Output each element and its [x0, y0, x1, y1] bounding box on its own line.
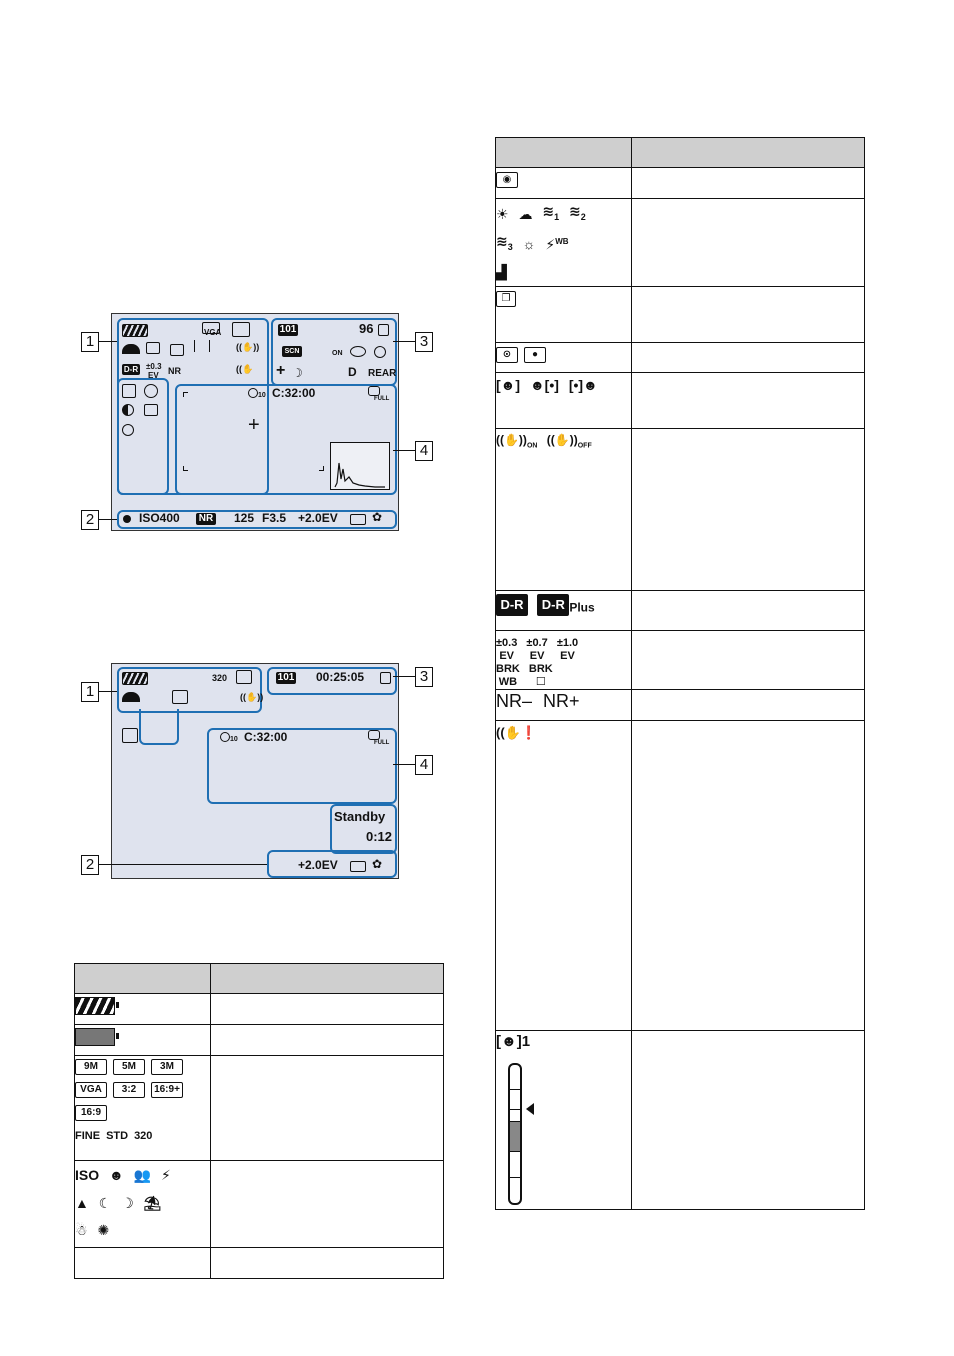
af-crosshair: +: [248, 414, 260, 436]
macro-tulip-icon: ✿: [372, 510, 383, 524]
saturation-icon: [144, 384, 158, 398]
callout-3-line: [393, 341, 415, 342]
dro-standard-icon: D-R: [496, 594, 528, 616]
table-row: [496, 287, 865, 343]
image-size-9m-icon: 9M: [75, 1059, 107, 1075]
shutter-speed-label: 125: [234, 511, 255, 525]
scene-high-sensitivity-icon: ISO: [75, 1167, 100, 1184]
histogram: [330, 442, 390, 490]
ev-bracket-label: ±0.3: [146, 362, 162, 371]
recording-dot-icon: [123, 515, 131, 523]
lcd-screen-movie: [111, 663, 399, 879]
camera-shake-warning-icon: ((✋❗: [496, 724, 538, 740]
standby-label: Standby: [334, 809, 386, 824]
table-row: [496, 1031, 865, 1210]
smile-sensitivity-slider: [508, 1063, 522, 1205]
metering-center-icon: ⊙: [496, 347, 518, 363]
smile-shutter-icon: [☻]: [496, 1033, 522, 1050]
table-row: [75, 1161, 444, 1248]
wb-fluorescent-1-icon: $≋_1$: [542, 203, 560, 222]
table-row: [496, 199, 865, 287]
self-timer-label: 10: [258, 392, 266, 399]
movie-320-icon: 320: [134, 1130, 153, 1142]
scene-portrait-icon: 👥: [133, 1167, 152, 1184]
af-range-icon: [350, 861, 366, 872]
battery-empty-icon: [75, 1028, 115, 1046]
table-row: [75, 1056, 444, 1161]
wb-cloudy-icon: ☁: [518, 205, 533, 222]
face-detection-icon: [194, 340, 210, 352]
table-row: [496, 343, 865, 373]
steadyshot-on-icon: $((✋))_{ON}$: [496, 433, 538, 450]
bracket-1-0-icon: ±1.0 EV: [556, 637, 579, 662]
table-row: [75, 994, 444, 1025]
movie-callout-1-line: [99, 691, 117, 692]
metering-spot-icon: ●: [524, 347, 546, 363]
timecode-label: C:32:00: [272, 386, 316, 400]
movie-callout-4: 4: [415, 755, 433, 775]
sharpness-icon: [144, 404, 158, 416]
table-header-row: [75, 964, 444, 994]
scene-sports-icon: ⚡: [160, 1167, 171, 1184]
dro-plus-label: Plus: [569, 600, 595, 615]
nr-minus-icon: NR–: [496, 691, 533, 712]
folder-label: 101: [279, 324, 297, 335]
scene-indicator-label: SCN: [282, 346, 302, 357]
scene-soft-snap-icon: [122, 728, 138, 743]
image-size-icon: [202, 322, 220, 334]
steadyshot-off-icon: $((✋))_{OFF}$: [546, 433, 592, 450]
rear-sync-label: REAR: [368, 368, 397, 379]
timecode-label: C:32:00: [244, 730, 288, 744]
battery-icon: [122, 672, 148, 685]
movie-fine-icon: FINE: [75, 1130, 101, 1142]
histogram-plot: [331, 443, 389, 489]
nr-plus-icon: NR+: [543, 691, 580, 712]
table-row: [496, 631, 865, 690]
exposure-value-label: +2.0EV: [298, 511, 338, 525]
lcd-screen-still: [111, 313, 399, 531]
aperture-label: F3.5: [262, 511, 287, 525]
wb-one-push-icon: ▟: [496, 263, 507, 280]
white-balance-cloudy-icon: [122, 344, 140, 354]
wb-flash-icon: ⚡$^{WB}$: [545, 237, 569, 254]
scene-snow-icon: ☃: [75, 1221, 88, 1238]
dro-plus-icon: D-R: [537, 594, 569, 616]
flash-off-icon: [374, 346, 386, 358]
image-size-vga-icon: VGA: [75, 1082, 107, 1098]
af-frame-corner-br: [319, 466, 324, 471]
nr-slow-shutter-label: NR: [196, 513, 216, 525]
memory-card-icon: [378, 324, 389, 336]
wb-incandescent-icon: ☼: [522, 235, 536, 252]
callout-2-line: [99, 519, 117, 520]
table-header-display: [496, 138, 632, 168]
memory-status-icon: [368, 730, 380, 740]
bracket-wb-icon: BRK WB: [496, 663, 520, 688]
macro-icon: +: [276, 362, 286, 379]
memory-status-label: FULL: [374, 740, 390, 746]
scene-smile-icon: ☻: [109, 1167, 124, 1184]
movie-callout-2: 2: [81, 855, 99, 875]
face-detect-auto-icon: [☻]: [496, 377, 521, 394]
table-row: [496, 168, 865, 199]
table-row: [496, 721, 865, 1031]
scene-fireworks-icon: ✺: [97, 1221, 110, 1238]
exposure-value-label: +2.0EV: [298, 858, 338, 872]
table-row: [75, 1025, 444, 1056]
callout-1-line: [99, 341, 117, 342]
table-header-indication: [632, 138, 865, 168]
night-icon: ☽: [292, 366, 303, 380]
steadyshot-off-icon: ((✋)): [240, 692, 264, 702]
callout-4: 4: [415, 441, 433, 461]
contrast-icon: [122, 404, 134, 416]
movie-std-icon: STD: [106, 1130, 129, 1142]
movie-callout-3-line: [393, 676, 415, 677]
vivid-icon: [122, 384, 136, 398]
movie-callout-4-line: [393, 764, 415, 765]
movie-callout-3: 3: [415, 667, 433, 687]
table-row: [496, 690, 865, 721]
af-frame-corner-tl: [183, 392, 188, 397]
wb-fluorescent-3-icon: $≋_3$: [496, 232, 513, 252]
face-detect-child-icon: ☻[•]: [529, 377, 559, 394]
burst-icon: ❐: [496, 291, 516, 307]
table-header-display: [75, 964, 211, 994]
image-size-3-2-icon: 3:2: [113, 1082, 145, 1098]
image-size-label: VGA: [204, 328, 222, 337]
flash-on-label: ON: [332, 350, 343, 357]
battery-full-icon: [75, 997, 115, 1015]
wb-daylight-icon: ☀: [496, 205, 509, 222]
image-size-5m-icon: 5M: [113, 1059, 145, 1075]
callout-3: 3: [415, 332, 433, 352]
noise-reduction-label: NR: [168, 366, 181, 376]
ev-bracket-unit: EV: [148, 371, 159, 380]
folder-label: 101: [277, 672, 295, 683]
movie-size-label: 320: [212, 673, 228, 683]
remaining-shots-label: 96: [359, 321, 374, 336]
wb-fluorescent-2-icon: $≋_2$: [568, 203, 586, 222]
metering-multi-icon: [172, 690, 188, 704]
macro-tulip-icon: ✿: [372, 857, 383, 871]
table-row: [496, 591, 865, 631]
camera-shake-warning-icon: ((✋: [236, 364, 254, 374]
battery-icon: [122, 324, 148, 337]
callout-4-line: [393, 450, 415, 451]
recording-time-label: 00:25:05: [316, 670, 365, 684]
self-timer-icon: [248, 388, 258, 398]
memory-status-label: FULL: [374, 396, 390, 402]
memory-status-icon: [368, 386, 380, 396]
image-size-16-9-icon: 16:9: [75, 1105, 107, 1121]
movie-callout-2-line: [99, 864, 267, 865]
burst-icon: [146, 342, 160, 354]
table-row: [496, 429, 865, 591]
rear-sync-icon: D: [348, 365, 357, 379]
scene-beach-icon: ⛱: [143, 1194, 162, 1211]
bracket-0-3-icon: ±0.3 EV: [496, 637, 518, 662]
metering-spot-icon: [170, 344, 184, 356]
color-mode-icon: [122, 424, 134, 436]
bracket-0-7-icon: ±0.7 EV: [526, 637, 548, 662]
image-size-16-9-plus-icon: 16:9+: [151, 1082, 183, 1098]
red-eye-icon: [350, 346, 366, 357]
callout-1: 1: [81, 332, 99, 352]
table-header-row: [496, 138, 865, 168]
white-balance-cloudy-icon: [122, 692, 140, 702]
table-row: [75, 1248, 444, 1279]
table-header-indication: [211, 964, 444, 994]
callout-2: 2: [81, 510, 99, 530]
movie-indicator-group-1-lower: [139, 709, 179, 745]
standby-time-label: 0:12: [366, 829, 393, 844]
memory-card-icon: [380, 672, 391, 684]
table-row: [496, 373, 865, 429]
smile-sensitivity-fill: [510, 1121, 520, 1151]
self-timer-label: 10: [230, 736, 238, 743]
af-frame-corner-bl: [183, 466, 188, 471]
scene-landscape-icon: ▲: [75, 1194, 89, 1211]
steadyshot-off-icon: ((✋)): [236, 342, 260, 352]
movie-callout-1: 1: [81, 682, 99, 702]
face-detect-adult-icon: [•]☻: [568, 377, 598, 394]
image-quality-icon: ◉: [496, 172, 518, 188]
scene-twilight-icon: ☽: [121, 1194, 134, 1211]
indicator-table-left: [74, 963, 444, 1279]
self-timer-icon: [220, 732, 230, 742]
dro-icon: D-R: [123, 365, 139, 374]
indicator-table-right: [495, 137, 865, 1210]
smile-sensitivity-label: 1: [521, 1033, 531, 1050]
bracket-dro-icon: BRK ☐: [528, 663, 553, 688]
scene-twilight-portrait-icon: ☾: [98, 1194, 112, 1211]
image-quality-icon: [236, 670, 252, 684]
iso-label: ISO400: [139, 511, 180, 525]
af-range-icon: [350, 514, 366, 525]
image-size-3m-icon: 3M: [151, 1059, 183, 1075]
smile-sensitivity-pointer: [526, 1103, 534, 1115]
scene-landscape-icon: [232, 322, 250, 337]
